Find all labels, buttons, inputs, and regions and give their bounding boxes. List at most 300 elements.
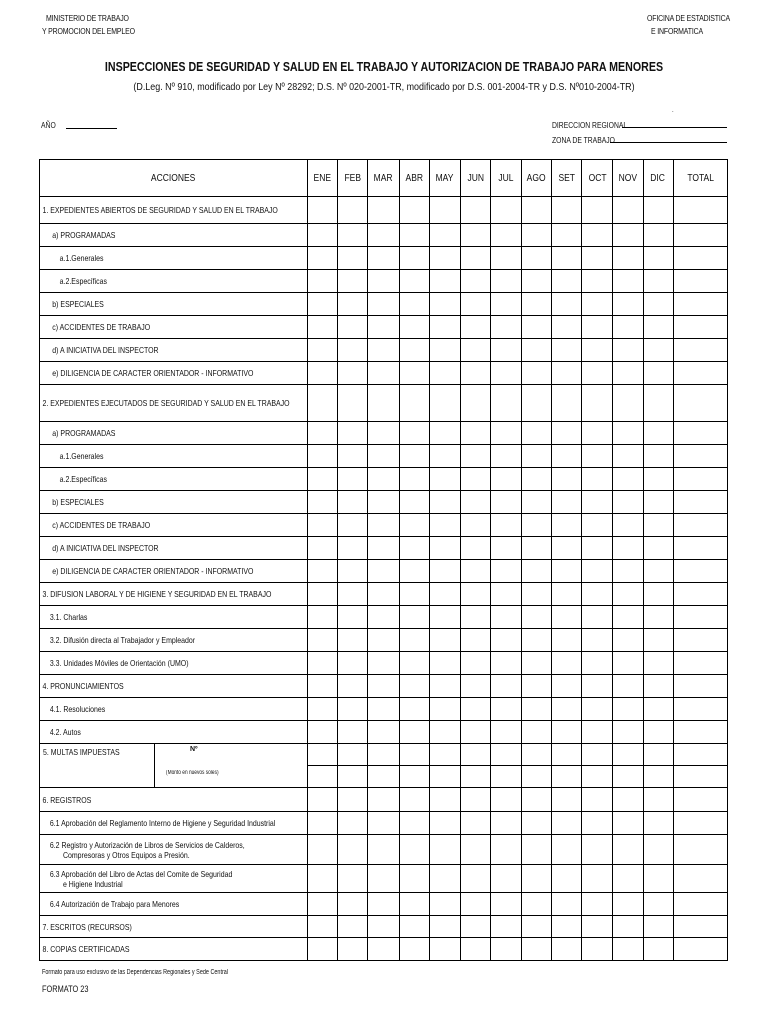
- data-cell[interactable]: [368, 293, 399, 316]
- data-cell[interactable]: [429, 491, 460, 514]
- data-cell[interactable]: [673, 316, 727, 339]
- data-cell[interactable]: [552, 606, 582, 629]
- data-cell[interactable]: [643, 675, 673, 698]
- data-cell[interactable]: [613, 938, 643, 961]
- data-cell[interactable]: [399, 583, 429, 606]
- data-cell[interactable]: [399, 865, 429, 893]
- data-cell[interactable]: [552, 468, 582, 491]
- data-cell[interactable]: [368, 835, 399, 865]
- data-cell[interactable]: [673, 916, 727, 938]
- data-cell[interactable]: [490, 652, 521, 675]
- data-cell[interactable]: [522, 698, 552, 721]
- data-cell[interactable]: [399, 812, 429, 835]
- data-cell[interactable]: [613, 514, 643, 537]
- data-cell[interactable]: [673, 247, 727, 270]
- data-cell[interactable]: [460, 224, 490, 247]
- data-cell[interactable]: [308, 721, 338, 744]
- data-cell[interactable]: [522, 606, 552, 629]
- data-cell[interactable]: [429, 629, 460, 652]
- data-cell[interactable]: [460, 385, 490, 422]
- data-cell[interactable]: [490, 514, 521, 537]
- data-cell[interactable]: [613, 491, 643, 514]
- data-cell[interactable]: [460, 788, 490, 812]
- data-cell[interactable]: [643, 468, 673, 491]
- data-cell[interactable]: [613, 339, 643, 362]
- data-cell[interactable]: [429, 788, 460, 812]
- data-cell[interactable]: [308, 675, 338, 698]
- data-cell[interactable]: [338, 224, 368, 247]
- data-cell[interactable]: [429, 916, 460, 938]
- data-cell[interactable]: [368, 339, 399, 362]
- data-cell[interactable]: [308, 491, 338, 514]
- data-cell[interactable]: [552, 316, 582, 339]
- data-cell[interactable]: [643, 422, 673, 445]
- data-cell[interactable]: [613, 422, 643, 445]
- data-cell[interactable]: [643, 316, 673, 339]
- data-cell[interactable]: [522, 197, 552, 224]
- data-cell[interactable]: [613, 560, 643, 583]
- data-cell[interactable]: [643, 537, 673, 560]
- data-cell[interactable]: [490, 316, 521, 339]
- data-cell[interactable]: [490, 293, 521, 316]
- data-cell[interactable]: [460, 916, 490, 938]
- data-cell[interactable]: [552, 362, 582, 385]
- data-cell[interactable]: [582, 583, 613, 606]
- data-cell[interactable]: [643, 445, 673, 468]
- data-cell[interactable]: [643, 339, 673, 362]
- data-cell[interactable]: [338, 721, 368, 744]
- data-cell[interactable]: [429, 698, 460, 721]
- data-cell[interactable]: [399, 721, 429, 744]
- data-cell[interactable]: [613, 865, 643, 893]
- data-cell[interactable]: [673, 812, 727, 835]
- data-cell[interactable]: [522, 537, 552, 560]
- data-cell[interactable]: [429, 362, 460, 385]
- data-cell[interactable]: [460, 835, 490, 865]
- data-cell[interactable]: [338, 362, 368, 385]
- data-cell[interactable]: [338, 865, 368, 893]
- data-cell[interactable]: [338, 938, 368, 961]
- data-cell[interactable]: [338, 385, 368, 422]
- data-cell[interactable]: [552, 197, 582, 224]
- data-cell[interactable]: [490, 812, 521, 835]
- data-cell[interactable]: [460, 744, 490, 766]
- data-cell[interactable]: [582, 197, 613, 224]
- data-cell[interactable]: [582, 293, 613, 316]
- data-cell[interactable]: [338, 812, 368, 835]
- data-cell[interactable]: [429, 893, 460, 916]
- data-cell[interactable]: [308, 916, 338, 938]
- data-cell[interactable]: [582, 865, 613, 893]
- data-cell[interactable]: [308, 606, 338, 629]
- data-cell[interactable]: [673, 629, 727, 652]
- data-cell[interactable]: [429, 339, 460, 362]
- data-cell[interactable]: [490, 629, 521, 652]
- data-cell[interactable]: [673, 293, 727, 316]
- data-cell[interactable]: [552, 938, 582, 961]
- data-cell[interactable]: [522, 293, 552, 316]
- data-cell[interactable]: [643, 812, 673, 835]
- data-cell[interactable]: [308, 339, 338, 362]
- data-cell[interactable]: [399, 514, 429, 537]
- data-cell[interactable]: [490, 583, 521, 606]
- data-cell[interactable]: [308, 445, 338, 468]
- data-cell[interactable]: [582, 560, 613, 583]
- data-cell[interactable]: [399, 224, 429, 247]
- data-cell[interactable]: [643, 560, 673, 583]
- data-cell[interactable]: [338, 270, 368, 293]
- data-cell[interactable]: [368, 744, 399, 766]
- data-cell[interactable]: [368, 514, 399, 537]
- data-cell[interactable]: [399, 788, 429, 812]
- data-cell[interactable]: [613, 606, 643, 629]
- data-cell[interactable]: [490, 744, 521, 766]
- data-cell[interactable]: [308, 197, 338, 224]
- data-cell[interactable]: [338, 893, 368, 916]
- data-cell[interactable]: [399, 197, 429, 224]
- data-cell[interactable]: [522, 766, 552, 788]
- data-cell[interactable]: [582, 721, 613, 744]
- data-cell[interactable]: [308, 362, 338, 385]
- data-cell[interactable]: [673, 744, 727, 766]
- data-cell[interactable]: [399, 537, 429, 560]
- data-cell[interactable]: [490, 270, 521, 293]
- data-cell[interactable]: [460, 537, 490, 560]
- data-cell[interactable]: [613, 362, 643, 385]
- data-cell[interactable]: [429, 197, 460, 224]
- data-cell[interactable]: [338, 583, 368, 606]
- data-cell[interactable]: [613, 766, 643, 788]
- data-cell[interactable]: [552, 445, 582, 468]
- data-cell[interactable]: [460, 583, 490, 606]
- data-cell[interactable]: [490, 339, 521, 362]
- data-cell[interactable]: [460, 362, 490, 385]
- data-cell[interactable]: [673, 606, 727, 629]
- data-cell[interactable]: [522, 422, 552, 445]
- data-cell[interactable]: [460, 468, 490, 491]
- data-cell[interactable]: [522, 744, 552, 766]
- data-cell[interactable]: [429, 293, 460, 316]
- data-cell[interactable]: [338, 675, 368, 698]
- data-cell[interactable]: [552, 224, 582, 247]
- data-cell[interactable]: [399, 422, 429, 445]
- data-cell[interactable]: [582, 744, 613, 766]
- data-cell[interactable]: [308, 812, 338, 835]
- data-cell[interactable]: [308, 270, 338, 293]
- data-cell[interactable]: [399, 652, 429, 675]
- data-cell[interactable]: [490, 385, 521, 422]
- data-cell[interactable]: [308, 835, 338, 865]
- data-cell[interactable]: [673, 583, 727, 606]
- data-cell[interactable]: [643, 766, 673, 788]
- data-cell[interactable]: [490, 675, 521, 698]
- data-cell[interactable]: [429, 270, 460, 293]
- data-cell[interactable]: [552, 514, 582, 537]
- data-cell[interactable]: [673, 766, 727, 788]
- data-cell[interactable]: [552, 629, 582, 652]
- data-cell[interactable]: [338, 629, 368, 652]
- data-cell[interactable]: [613, 270, 643, 293]
- data-cell[interactable]: [429, 652, 460, 675]
- data-cell[interactable]: [613, 537, 643, 560]
- data-cell[interactable]: [460, 652, 490, 675]
- data-cell[interactable]: [338, 652, 368, 675]
- data-cell[interactable]: [552, 652, 582, 675]
- data-cell[interactable]: [582, 606, 613, 629]
- data-cell[interactable]: [673, 224, 727, 247]
- data-cell[interactable]: [338, 445, 368, 468]
- data-cell[interactable]: [399, 316, 429, 339]
- data-cell[interactable]: [308, 316, 338, 339]
- data-cell[interactable]: [522, 224, 552, 247]
- data-cell[interactable]: [643, 744, 673, 766]
- data-cell[interactable]: [429, 865, 460, 893]
- data-cell[interactable]: [582, 270, 613, 293]
- data-cell[interactable]: [338, 293, 368, 316]
- year-field[interactable]: [66, 128, 117, 129]
- data-cell[interactable]: [613, 583, 643, 606]
- data-cell[interactable]: [613, 224, 643, 247]
- data-cell[interactable]: [460, 293, 490, 316]
- data-cell[interactable]: [522, 316, 552, 339]
- data-cell[interactable]: [673, 491, 727, 514]
- data-cell[interactable]: [582, 339, 613, 362]
- data-cell[interactable]: [368, 766, 399, 788]
- data-cell[interactable]: [368, 316, 399, 339]
- data-cell[interactable]: [490, 197, 521, 224]
- data-cell[interactable]: [613, 445, 643, 468]
- data-cell[interactable]: [308, 583, 338, 606]
- data-cell[interactable]: [368, 812, 399, 835]
- data-cell[interactable]: [490, 606, 521, 629]
- data-cell[interactable]: [338, 339, 368, 362]
- data-cell[interactable]: [613, 916, 643, 938]
- data-cell[interactable]: [673, 675, 727, 698]
- data-cell[interactable]: [490, 491, 521, 514]
- data-cell[interactable]: [338, 468, 368, 491]
- data-cell[interactable]: [522, 652, 552, 675]
- data-cell[interactable]: [522, 247, 552, 270]
- data-cell[interactable]: [552, 835, 582, 865]
- data-cell[interactable]: [490, 468, 521, 491]
- data-cell[interactable]: [673, 514, 727, 537]
- data-cell[interactable]: [673, 698, 727, 721]
- data-cell[interactable]: [429, 385, 460, 422]
- data-cell[interactable]: [308, 537, 338, 560]
- data-cell[interactable]: [368, 893, 399, 916]
- data-cell[interactable]: [643, 916, 673, 938]
- data-cell[interactable]: [552, 893, 582, 916]
- data-cell[interactable]: [368, 385, 399, 422]
- data-cell[interactable]: [490, 560, 521, 583]
- data-cell[interactable]: [673, 893, 727, 916]
- data-cell[interactable]: [552, 385, 582, 422]
- data-cell[interactable]: [522, 916, 552, 938]
- data-cell[interactable]: [399, 893, 429, 916]
- data-cell[interactable]: [643, 514, 673, 537]
- data-cell[interactable]: [643, 629, 673, 652]
- data-cell[interactable]: [522, 865, 552, 893]
- data-cell[interactable]: [399, 362, 429, 385]
- zone-field[interactable]: [610, 142, 727, 143]
- data-cell[interactable]: [522, 675, 552, 698]
- data-cell[interactable]: [368, 788, 399, 812]
- data-cell[interactable]: [552, 766, 582, 788]
- data-cell[interactable]: [490, 422, 521, 445]
- data-cell[interactable]: [308, 224, 338, 247]
- data-cell[interactable]: [552, 744, 582, 766]
- data-cell[interactable]: [522, 721, 552, 744]
- data-cell[interactable]: [308, 788, 338, 812]
- data-cell[interactable]: [643, 788, 673, 812]
- data-cell[interactable]: [460, 812, 490, 835]
- data-cell[interactable]: [673, 788, 727, 812]
- data-cell[interactable]: [399, 675, 429, 698]
- data-cell[interactable]: [582, 766, 613, 788]
- data-cell[interactable]: [643, 197, 673, 224]
- data-cell[interactable]: [643, 362, 673, 385]
- data-cell[interactable]: [643, 293, 673, 316]
- data-cell[interactable]: [460, 938, 490, 961]
- data-cell[interactable]: [552, 293, 582, 316]
- data-cell[interactable]: [522, 835, 552, 865]
- data-cell[interactable]: [460, 721, 490, 744]
- data-cell[interactable]: [643, 652, 673, 675]
- data-cell[interactable]: [429, 766, 460, 788]
- data-cell[interactable]: [643, 835, 673, 865]
- data-cell[interactable]: [308, 560, 338, 583]
- data-cell[interactable]: [490, 766, 521, 788]
- data-cell[interactable]: [338, 766, 368, 788]
- data-cell[interactable]: [613, 293, 643, 316]
- data-cell[interactable]: [522, 385, 552, 422]
- data-cell[interactable]: [338, 788, 368, 812]
- data-cell[interactable]: [673, 865, 727, 893]
- data-cell[interactable]: [429, 675, 460, 698]
- data-cell[interactable]: [613, 744, 643, 766]
- data-cell[interactable]: [582, 385, 613, 422]
- data-cell[interactable]: [429, 606, 460, 629]
- data-cell[interactable]: [552, 916, 582, 938]
- data-cell[interactable]: [643, 385, 673, 422]
- data-cell[interactable]: [552, 788, 582, 812]
- data-cell[interactable]: [613, 721, 643, 744]
- data-cell[interactable]: [338, 744, 368, 766]
- data-cell[interactable]: [308, 468, 338, 491]
- data-cell[interactable]: [643, 721, 673, 744]
- data-cell[interactable]: [429, 938, 460, 961]
- data-cell[interactable]: [399, 744, 429, 766]
- data-cell[interactable]: [490, 835, 521, 865]
- data-cell[interactable]: [490, 224, 521, 247]
- data-cell[interactable]: [399, 698, 429, 721]
- data-cell[interactable]: [460, 339, 490, 362]
- data-cell[interactable]: [338, 537, 368, 560]
- data-cell[interactable]: [552, 491, 582, 514]
- data-cell[interactable]: [429, 468, 460, 491]
- data-cell[interactable]: [673, 422, 727, 445]
- data-cell[interactable]: [613, 197, 643, 224]
- data-cell[interactable]: [460, 893, 490, 916]
- data-cell[interactable]: [308, 652, 338, 675]
- data-cell[interactable]: [368, 916, 399, 938]
- data-cell[interactable]: [582, 491, 613, 514]
- data-cell[interactable]: [673, 652, 727, 675]
- data-cell[interactable]: [643, 491, 673, 514]
- data-cell[interactable]: [399, 491, 429, 514]
- data-cell[interactable]: [643, 893, 673, 916]
- data-cell[interactable]: [490, 362, 521, 385]
- data-cell[interactable]: [429, 247, 460, 270]
- data-cell[interactable]: [429, 445, 460, 468]
- data-cell[interactable]: [643, 938, 673, 961]
- data-cell[interactable]: [368, 491, 399, 514]
- data-cell[interactable]: [368, 698, 399, 721]
- data-cell[interactable]: [338, 197, 368, 224]
- data-cell[interactable]: [368, 422, 399, 445]
- data-cell[interactable]: [490, 893, 521, 916]
- data-cell[interactable]: [613, 652, 643, 675]
- data-cell[interactable]: [338, 560, 368, 583]
- data-cell[interactable]: [673, 468, 727, 491]
- data-cell[interactable]: [522, 560, 552, 583]
- data-cell[interactable]: [522, 491, 552, 514]
- data-cell[interactable]: [490, 938, 521, 961]
- data-cell[interactable]: [643, 270, 673, 293]
- data-cell[interactable]: [613, 893, 643, 916]
- data-cell[interactable]: [582, 514, 613, 537]
- data-cell[interactable]: [582, 468, 613, 491]
- data-cell[interactable]: [582, 362, 613, 385]
- data-cell[interactable]: [308, 938, 338, 961]
- data-cell[interactable]: [552, 583, 582, 606]
- data-cell[interactable]: [460, 560, 490, 583]
- data-cell[interactable]: [429, 835, 460, 865]
- data-cell[interactable]: [368, 247, 399, 270]
- data-cell[interactable]: [582, 224, 613, 247]
- data-cell[interactable]: [522, 270, 552, 293]
- data-cell[interactable]: [338, 491, 368, 514]
- data-cell[interactable]: [399, 606, 429, 629]
- data-cell[interactable]: [460, 316, 490, 339]
- data-cell[interactable]: [582, 445, 613, 468]
- data-cell[interactable]: [613, 698, 643, 721]
- data-cell[interactable]: [429, 721, 460, 744]
- data-cell[interactable]: [429, 583, 460, 606]
- data-cell[interactable]: [308, 893, 338, 916]
- data-cell[interactable]: [429, 537, 460, 560]
- data-cell[interactable]: [429, 744, 460, 766]
- data-cell[interactable]: [552, 422, 582, 445]
- data-cell[interactable]: [399, 560, 429, 583]
- data-cell[interactable]: [613, 247, 643, 270]
- data-cell[interactable]: [429, 422, 460, 445]
- data-cell[interactable]: [643, 865, 673, 893]
- data-cell[interactable]: [429, 316, 460, 339]
- data-cell[interactable]: [552, 698, 582, 721]
- data-cell[interactable]: [429, 224, 460, 247]
- data-cell[interactable]: [643, 247, 673, 270]
- data-cell[interactable]: [338, 247, 368, 270]
- data-cell[interactable]: [460, 514, 490, 537]
- data-cell[interactable]: [643, 698, 673, 721]
- data-cell[interactable]: [368, 197, 399, 224]
- data-cell[interactable]: [582, 698, 613, 721]
- data-cell[interactable]: [308, 247, 338, 270]
- data-cell[interactable]: [338, 316, 368, 339]
- data-cell[interactable]: [673, 339, 727, 362]
- data-cell[interactable]: [552, 270, 582, 293]
